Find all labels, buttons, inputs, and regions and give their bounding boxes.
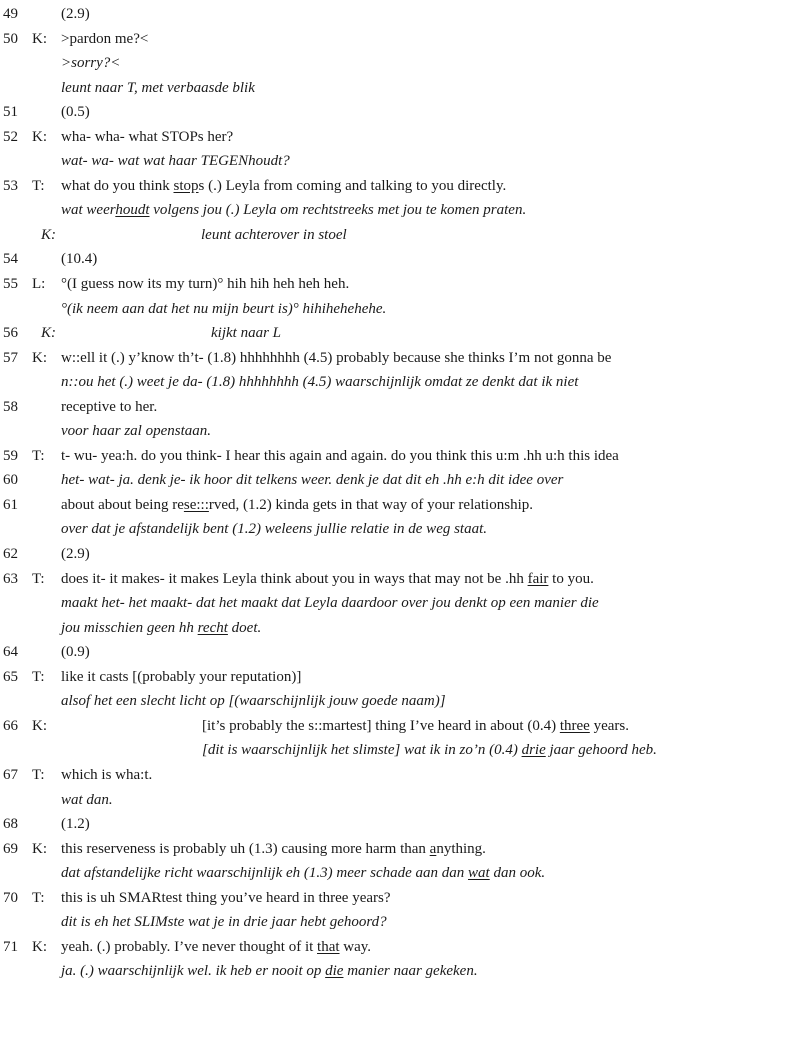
speaker-label: T: [32, 447, 45, 464]
transcript-line [0, 665, 787, 690]
translation-text: >sorry?< [61, 55, 121, 72]
transcript-line [0, 959, 787, 984]
utterance-text: (2.9) [61, 546, 90, 563]
line-number: 65 [3, 668, 18, 685]
transcript-line [0, 468, 787, 493]
utterance-text: about about being rese:::rved, (1.2) kinda gets in that way of your relationship. [61, 496, 533, 513]
line-number: 63 [3, 570, 18, 587]
speaker-label: L: [32, 276, 46, 293]
line-number: 62 [3, 546, 18, 563]
utterance-text: (1.2) [61, 816, 90, 833]
speaker-label: T: [32, 177, 45, 194]
utterance-text: (0.5) [61, 104, 90, 121]
utterance-text: this is uh SMARtest thing you’ve heard in three years? [61, 889, 391, 906]
translation-text: dat afstandelijke richt waarschijnlijk eh (1.3) meer schade aan dan wat dan ook. [61, 865, 546, 882]
line-number: 58 [3, 398, 18, 415]
utterance-text: yeah. (.) probably. I’ve never thought of it that way. [61, 938, 372, 955]
speaker-label: K: [32, 30, 47, 47]
transcript-line [0, 788, 787, 813]
utterance-text: what do you think stops (.) Leyla from coming and talking to you directly. [61, 177, 507, 194]
utterance-text: like it casts [(probably your reputation)] [61, 668, 302, 685]
line-number: 59 [3, 447, 18, 464]
utterance-text: (2.9) [61, 6, 90, 22]
translation-text: jou misschien geen hh recht doet. [61, 619, 262, 636]
transcript-line [0, 419, 787, 444]
transcript-line [0, 640, 787, 665]
line-number: 60 [3, 472, 18, 489]
speaker-label: T: [32, 570, 45, 587]
transcript-line [0, 738, 787, 763]
translation-text: wat dan. [61, 791, 113, 808]
transcript-line [0, 149, 787, 174]
line-number: 56 [3, 325, 18, 342]
line-number: 68 [3, 816, 18, 833]
line-number: 49 [3, 6, 18, 22]
line-number: 70 [3, 889, 18, 906]
utterance-text: this reserveness is probably uh (1.3) causing more harm than anything. [61, 840, 486, 857]
line-number: 71 [3, 938, 18, 955]
transcript-line [0, 714, 787, 739]
speaker-label: T: [32, 668, 45, 685]
transcript-line [0, 2, 787, 27]
transcript-line: K: leunt achterover in stoel [41, 226, 347, 243]
transcript-line [0, 493, 787, 518]
translation-text: dit is eh het SLIMste wat je in drie jaar hebt gehoord? [61, 914, 387, 931]
speaker-label: K: [32, 938, 47, 955]
transcript-line [0, 861, 787, 886]
transcript-line [0, 297, 787, 322]
transcript-line [0, 247, 787, 272]
transcript-line [0, 125, 787, 150]
translation-text: °(ik neem aan dat het nu mijn beurt is)° hihihehehehe. [61, 300, 387, 317]
utterance-text: °(I guess now its my turn)° hih hih heh heh heh. [61, 276, 350, 293]
utterance-text: t- wu- yea:h. do you think- I hear this again and again. do you think this u:m .hh u:h this idea [61, 447, 619, 464]
transcript-line [0, 542, 787, 567]
line-number: 67 [3, 766, 18, 783]
line-number: 64 [3, 644, 18, 661]
translation-text: voor haar zal openstaan. [61, 423, 211, 440]
translation-text: maakt het- het maakt- dat het maakt dat Leyla daardoor over jou denkt op een manier die [61, 595, 599, 612]
translation-text: over dat je afstandelijk bent (1.2) weleens jullie relatie in de weg staat. [61, 521, 488, 538]
transcript-line [0, 198, 787, 223]
line-number: 69 [3, 840, 18, 857]
transcript-line [0, 51, 787, 76]
speaker-label: K: [32, 128, 47, 145]
translation-text: het- wat- ja. denk je- ik hoor dit telkens weer. denk je dat dit eh .hh e:h dit idee over [61, 472, 564, 489]
transcript-line [0, 370, 787, 395]
speaker-label: K: [32, 717, 47, 734]
transcript-line [0, 567, 787, 592]
transcript-line [0, 517, 787, 542]
transcript-line [0, 935, 787, 960]
transcript-line [0, 763, 787, 788]
line-number: 52 [3, 128, 18, 145]
transcript-line [0, 837, 787, 862]
utterance-text: >pardon me?< [61, 30, 149, 47]
translation-text: [dit is waarschijnlijk het slimste] wat ik in zo’n (0.4) drie jaar gehoord heb. [202, 742, 657, 759]
line-number: 61 [3, 496, 18, 513]
translation-text: wat weerhoudt volgens jou (.) Leyla om rechtstreeks met jou te komen praten. [61, 202, 527, 219]
utterance-text: wha- wha- what STOPs her? [61, 128, 234, 145]
transcript-line [0, 174, 787, 199]
speaker-label: K: [32, 840, 47, 857]
translation-text: n::ou het (.) weet je da- (1.8) hhhhhhhh (4.5) waarschijnlijk omdat ze denkt dat ik niet [61, 374, 579, 391]
speaker-label: K: [32, 349, 47, 366]
transcript-line [0, 591, 787, 616]
transcript-line: 56 K: kijkt naar L [0, 321, 787, 346]
transcript-line [0, 444, 787, 469]
transcript-line [0, 100, 787, 125]
utterance-text: (0.9) [61, 644, 90, 661]
transcript-line [0, 395, 787, 420]
translation-text: leunt naar T, met verbaasde blik [61, 79, 255, 96]
line-number: 57 [3, 349, 18, 366]
utterance-text: does it- it makes- it makes Leyla think about you in ways that may not be .hh fair to you. [61, 570, 594, 587]
transcript-line [0, 886, 787, 911]
speaker-label: T: [32, 889, 45, 906]
utterance-text: which is wha:t. [61, 766, 153, 783]
utterance-text: (10.4) [61, 251, 98, 268]
translation-text: ja. (.) waarschijnlijk wel. ik heb er nooit op die manier naar gekeken. [61, 963, 478, 980]
transcript-line [0, 689, 787, 714]
translation-text: wat- wa- wat wat haar TEGENhoudt? [61, 153, 290, 170]
utterance-text: w::ell it (.) y’know th’t- (1.8) hhhhhhhh (4.5) probably because she thinks I’m not gonna be [61, 349, 612, 366]
transcript-line [0, 910, 787, 935]
line-number: 54 [3, 251, 18, 268]
transcript-line [0, 812, 787, 837]
utterance-text: [it’s probably the s::martest] thing I’ve heard in about (0.4) three years. [202, 717, 629, 734]
transcript-line [0, 27, 787, 52]
transcript-line [0, 616, 787, 641]
utterance-text: receptive to her. [61, 398, 158, 415]
transcript-line [0, 346, 787, 371]
line-number: 50 [3, 30, 18, 47]
speaker-label: T: [32, 766, 45, 783]
line-number: 66 [3, 717, 18, 734]
line-number: 53 [3, 177, 18, 194]
transcript-line [0, 272, 787, 297]
line-number: 55 [3, 276, 18, 293]
transcript-line [0, 76, 787, 101]
translation-text: alsof het een slecht licht op [(waarschijnlijk jouw goede naam)] [61, 693, 446, 710]
line-number: 51 [3, 104, 18, 121]
